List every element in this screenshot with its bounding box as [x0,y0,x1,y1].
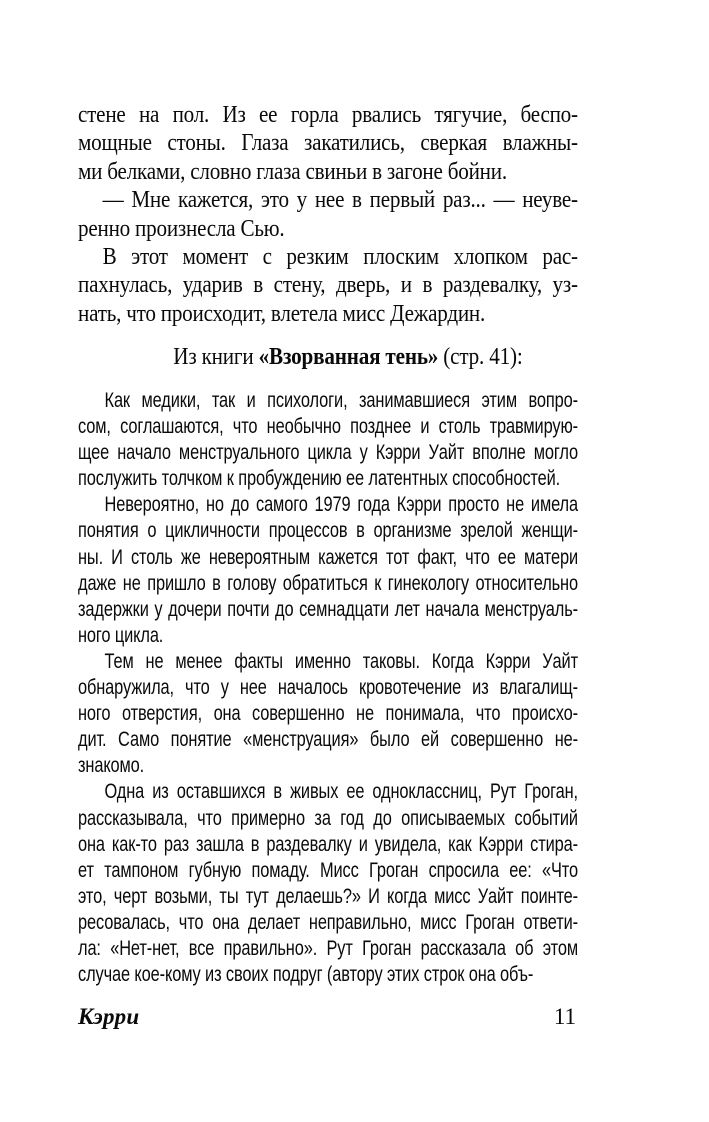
text-line: ного отверстия, она совершенно не понимала, что происхо- [78,702,578,726]
text-line: ет тампоном губную помаду. Мисс Гроган спросила ее: «Что [78,858,578,882]
narrative-text-block [78,101,578,328]
text-line: ренно произнесла Сью. [78,215,285,242]
text-line: знакомо. [78,754,145,778]
heading-suffix: (стр. 41): [438,344,523,370]
text-line: щее начало менструального цикла у Кэрри Уайт вполне могло [78,441,578,465]
text-line: даже не пришло в голову обратиться к гинекологу относительно [78,571,578,595]
page-footer [78,1004,576,1030]
text-line: обнаружила, что у нее началось кровотечение из влагалищ- [78,676,578,700]
text-line: — Мне кажется, это у нее в первый раз... — неуве- [102,187,578,214]
heading-prefix: Из книги [173,344,259,370]
text-line: послужить толчком к пробуждению ее латентных способностей. [78,467,561,491]
text-line: ны. И столь же невероятным кажется тот факт, что ее матери [78,545,578,569]
text-line: сом, соглашаются, что необычно позднее и столь травмирую- [78,415,578,439]
text-line: Одна из оставшихся в живых ее одноклассниц, Рут Гроган, [104,780,578,804]
running-title: Кэрри [78,1004,140,1029]
text-line: задержки у дочери почти до семнадцати лет начала менструаль- [78,597,578,621]
text-line: ми белками, словно глаза свиньи в загоне бойни. [78,158,507,185]
text-line: ресовалась, что она делает неправильно, мисс Гроган ответи- [78,910,578,934]
text-line: рассказывала, что примерно за год до описываемых событий [78,806,578,830]
text-line: мощные стоны. Глаза закатились, сверкая влажны- [78,130,578,157]
book-excerpt-block [78,388,578,988]
text-line: нать, что происходит, влетела мисс Дежардин. [78,300,486,327]
heading-book-title: «Взорванная тень» [258,344,439,370]
text-line: Невероятно, но до самого 1979 года Кэрри просто не имела [104,493,578,517]
text-line: стене на пол. Из ее горла рвались тягучие, беспо- [78,102,578,128]
text-line: В этот момент с резким плоским хлопком рас- [102,244,578,271]
text-line: ного цикла. [78,623,164,647]
page-number: 11 [553,1004,576,1029]
text-line: пахнулась, ударив в стену, дверь, и в раздевалку, уз- [78,272,578,299]
text-line: Тем не менее факты именно таковы. Когда Кэрри Уайт [104,649,578,673]
text-line: ла: «Нет-нет, все правильно». Рут Гроган рассказала об этом [78,936,578,960]
text-line: понятия о цикличности процессов в организме зрелой женщи- [78,519,578,543]
text-line: дит. Само понятие «менструация» было ей совершенно не- [78,728,578,752]
text-line: случае кое-кому из своих подруг (автору этих строк она объ- [78,963,534,987]
text-line: это, черт возьми, ты тут делаешь?» И когда мисс Уайт поинте- [78,884,578,908]
section-heading [98,343,598,371]
text-line: Как медики, так и психологи, занимавшиеся этим вопро- [104,389,578,412]
text-line: она как-то раз зашла в раздевалку и увидела, как Кэрри стира- [78,832,578,856]
